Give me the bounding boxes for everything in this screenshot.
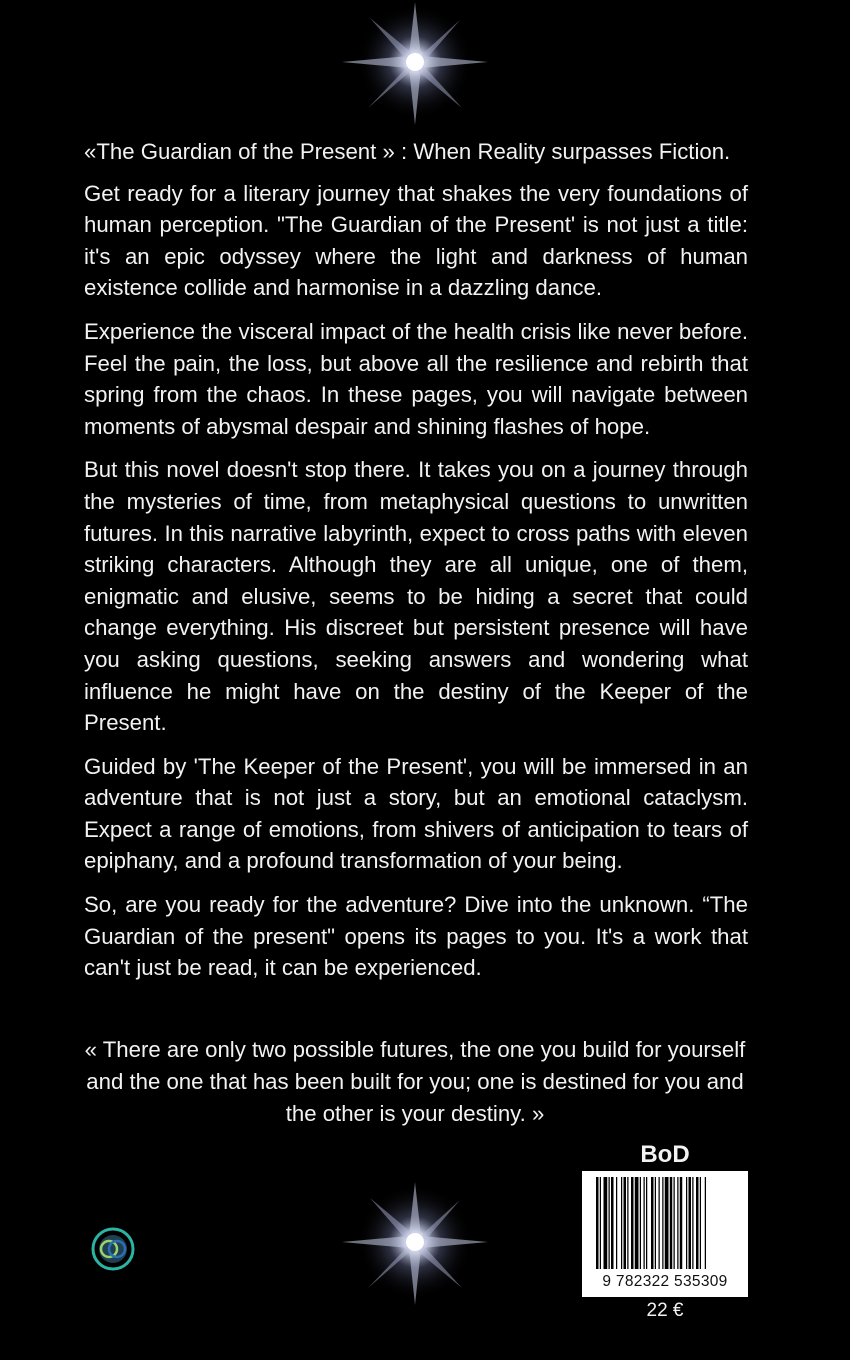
barcode-bar — [596, 1177, 599, 1269]
barcode-bar — [640, 1177, 641, 1269]
barcode-bar — [689, 1177, 692, 1269]
blurb-paragraph: Get ready for a literary journey that shakes the very foundations of human perception. "The Guardian of the Present' is not just a title: it's an epic odyssey where the light and darkness of human existence collide and harmonise in a dazzling dance. — [84, 180, 748, 301]
barcode-bar — [611, 1177, 614, 1269]
barcode-bar — [680, 1177, 683, 1269]
barcode-bar — [635, 1177, 639, 1269]
barcode-bar — [662, 1177, 663, 1269]
star-flare-icon — [340, 0, 490, 130]
barcode-bar — [646, 1177, 647, 1269]
isbn-number: 9 782322 535309 — [602, 1273, 728, 1290]
barcode-bar — [670, 1177, 673, 1269]
barcode-bar — [705, 1177, 706, 1269]
barcode-bar — [692, 1177, 693, 1269]
blurb-heading: «The Guardian of the Present » : When Reality surpasses Fiction. — [84, 139, 731, 164]
blurb-paragraph: Guided by 'The Keeper of the Present', you will be immersed in an adventure that is not just a story, but an emotional cataclysm. Expect a range of emotions, from shivers of anticipation to tears of epiphany, and a profound transformation of your being. — [84, 753, 748, 874]
barcode-bar — [624, 1177, 627, 1269]
barcode-bars — [582, 1171, 748, 1275]
barcode-bar — [686, 1177, 687, 1269]
barcode-bar — [616, 1177, 617, 1269]
publisher-logo-icon — [91, 1227, 135, 1271]
price: 22 € — [646, 1300, 684, 1321]
barcode-bar — [674, 1177, 675, 1269]
barcode-bar — [621, 1177, 622, 1269]
barcode-bar — [700, 1177, 701, 1269]
barcode-bar — [655, 1177, 656, 1269]
barcode-bar — [604, 1177, 608, 1269]
barcode-bar — [600, 1177, 601, 1269]
star-flare-icon — [340, 1178, 490, 1308]
barcode-bar — [627, 1177, 628, 1269]
blurb-paragraph: But this novel doesn't stop there. It takes you on a journey through the mysteries of time, from metaphysical questions to unwritten futures. In this narrative labyrinth, expect to cross paths with eleven striking characters. Although they are all unique, one of them, enigmatic and elusive, seems to be hiding a secret that could change everything. His discreet but persistent presence will have you asking questions, seeking answers and wondering what influence he might have on the destiny of the Keeper of the Present. — [84, 457, 748, 736]
barcode-bar — [651, 1177, 654, 1269]
blurb-paragraph: Experience the visceral impact of the health crisis like never before. Feel the pain, the loss, but above all the resilience and rebirth that spring from the chaos. In these pages, you will navigate between moments of abysmal despair and shining flashes of hope. — [84, 318, 748, 439]
barcode — [582, 1171, 748, 1297]
publisher-name: BoD — [640, 1141, 690, 1168]
barcode-bar — [609, 1177, 610, 1269]
blurb-paragraph: So, are you ready for the adventure? Dive into the unknown. “The Guardian of the present" opens its pages to you. It's a work that can't just be read, it can be experienced. — [84, 892, 748, 981]
blurb — [84, 136, 748, 996]
barcode-bar — [631, 1177, 634, 1269]
closing-quote: « There are only two possible futures, the one you build for yourself and the one that has been built for you; one is destined for you and the other is your destiny. » — [84, 1037, 746, 1126]
barcode-bar — [644, 1177, 645, 1269]
barcode-bar — [665, 1177, 669, 1269]
barcode-bar — [659, 1177, 660, 1269]
barcode-bar — [677, 1177, 678, 1269]
barcode-bar — [696, 1177, 699, 1269]
